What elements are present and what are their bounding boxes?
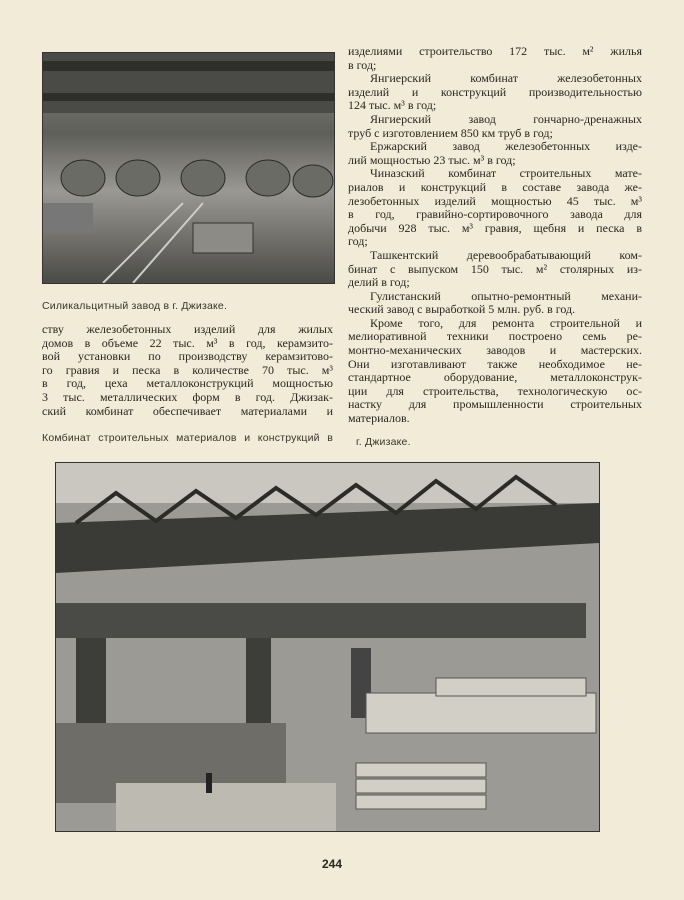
text-line: монтно-механических заводов и мастерских. [348,344,642,358]
silicalcite-plant-photo [42,52,335,284]
text-line: Ташкентский деревообрабатывающий ком- [370,248,642,262]
text-line: настку для промышленности строительных [348,398,642,412]
text-line: материалов. [348,412,410,426]
text-line: изделиями строительство 172 тыс. м² жилья [348,45,642,58]
text-line: ский комбинат обеспечивает материалами и [42,404,333,418]
text-line: риалов и конструкций в составе завода же- [348,180,642,194]
right-text-column [348,45,642,426]
text-line: в год; [348,58,377,72]
bottom-photo-caption-part1: Комбинат строительных материалов и конструкций в [42,432,333,444]
text-line: Они изготавливают также необходимое не- [348,357,642,371]
text-line: Кроме того, для ремонта строительной и [370,316,642,330]
text-line: стандартное оборудование, металлоконструк- [348,371,642,385]
text-line: делий в год; [348,276,410,290]
text-line: 3 тыс. металлических форм в год. Джизак- [42,390,333,404]
text-line: изделий и конструкций производительностью [348,85,642,99]
text-line: труб с изготовлением 850 км труб в год; [348,126,553,140]
construction-materials-plant-photo [55,462,600,832]
text-line: добычи 928 тыс. м³ гравия, щебня и песка в [348,221,642,235]
text-line: ству железобетонных изделий для жилых [42,323,333,336]
text-line: мелиоративной техники построено семь ре- [348,330,642,344]
top-photo-caption: Силикальцитный завод в г. Джизаке. [42,300,228,312]
text-line: лезобетонных изделий мощностью 45 тыс. м³ [348,194,642,208]
bottom-photo-caption-part2: г. Джизаке. [356,436,411,448]
page-number: 244 [322,857,343,871]
text-line: вой установки по производству керамзитово- [42,350,333,364]
left-text-column [42,323,333,418]
text-line: го гравия и песка в количестве 70 тыс. м³ [42,363,333,377]
text-line: в год, цеха металлоконструкций мощностью [42,377,333,391]
text-line: ции для строительства, технологическую ос- [348,384,642,398]
text-line: лий мощностью 23 тыс. м³ в год; [348,153,516,167]
text-line: домов в объеме 22 тыс. м³ в год, керамзито- [42,336,333,350]
text-line: Ержарский завод железобетонных изде- [370,140,642,154]
text-line: в год, гравийно-сортировочного завода для [348,208,642,222]
text-line: Гулистанский опытно-ремонтный механи- [370,289,642,303]
text-line: ческий завод с выработкой 5 млн. руб. в год. [348,303,576,317]
text-line: Янгиерский комбинат железобетонных [370,72,642,86]
text-line: бинат с выпуском 150 тыс. м² столярных из- [348,262,642,276]
text-line: Янгиерский завод гончарно-дренажных [370,112,642,126]
text-line: 124 тыс. м³ в год; [348,99,437,113]
text-line: Чиназский комбинат строительных мате- [370,167,642,181]
text-line: год; [348,235,368,249]
